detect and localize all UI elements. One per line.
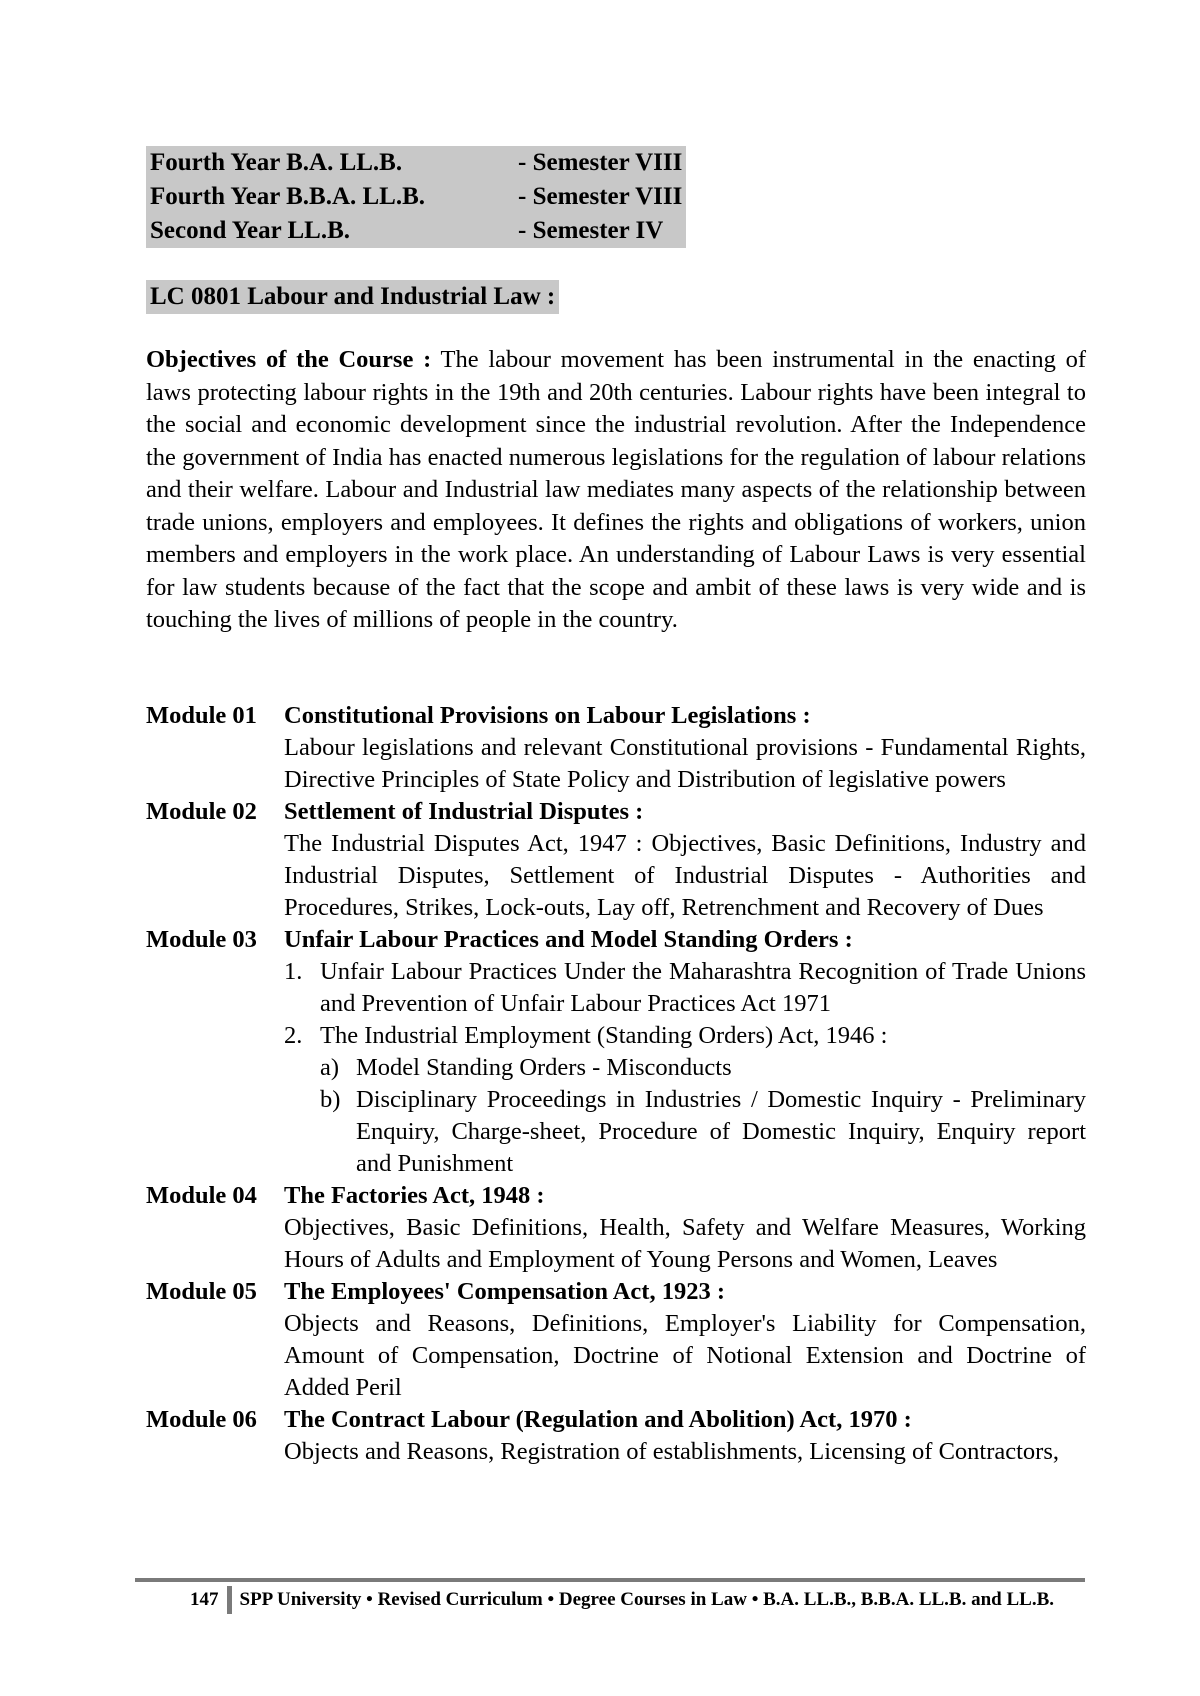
module-list <box>146 700 1086 1468</box>
item-number: 1. <box>284 958 303 985</box>
module-03 <box>146 924 1086 1180</box>
module-body <box>284 1276 1086 1404</box>
course-objectives <box>146 344 1086 637</box>
module-title: The Employees' Compensation Act, 1923 : <box>284 1278 725 1305</box>
module-text: Objectives, Basic Definitions, Health, Safety and Welfare Measures, Working Hours of Adults and Employment of Young Persons and Women, Leaves <box>284 1214 1086 1273</box>
module-text: Objects and Reasons, Registration of establishments, Licensing of Contractors, <box>284 1438 1060 1465</box>
module-01 <box>146 700 1086 796</box>
module-05 <box>146 1276 1086 1404</box>
sub-list-item <box>284 1084 1086 1180</box>
module-text: Objects and Reasons, Definitions, Employer's Liability for Compensation, Amount of Compensation, Doctrine of Notional Extension and Doctrine of Added Peril <box>284 1310 1086 1401</box>
sub-item-letter: a) <box>320 1054 340 1081</box>
item-text: The Industrial Employment (Standing Orders) Act, 1946 : <box>320 1022 888 1049</box>
list-item <box>284 1020 1086 1052</box>
item-number: 2. <box>284 1022 303 1049</box>
sub-item-text: Model Standing Orders - Misconducts <box>356 1054 732 1081</box>
module-body <box>284 796 1086 924</box>
module-label: Module 05 <box>146 1278 257 1305</box>
module-label: Module 03 <box>146 926 257 953</box>
module-title: Settlement of Industrial Disputes : <box>284 798 644 825</box>
list-item <box>284 956 1086 1020</box>
module-text: The Industrial Disputes Act, 1947 : Objectives, Basic Definitions, Industry and Industrial Disputes, Settlement of Industrial Disputes - Authorities and Procedures, Strikes, Lock-outs, Lay off, Retrenchment and Recovery of Dues <box>284 830 1086 921</box>
program-name: Second Year LL.B. <box>146 214 514 248</box>
sub-item-text: Disciplinary Proceedings in Industries / Domestic Inquiry - Preliminary Enquiry, Charge-sheet, Procedure of Domestic Inquiry, Enquiry report and Punishment <box>356 1086 1086 1177</box>
module-title: The Contract Labour (Regulation and Abolition) Act, 1970 : <box>284 1406 912 1433</box>
course-title: LC 0801 Labour and Industrial Law : <box>146 280 559 314</box>
item-text: Unfair Labour Practices Under the Maharashtra Recognition of Trade Unions and Prevention of Unfair Labour Practices Act 1971 <box>320 958 1086 1017</box>
program-semester-table <box>146 146 686 248</box>
module-04 <box>146 1180 1086 1276</box>
footer-divider <box>135 1578 1085 1582</box>
module-body <box>284 1180 1086 1276</box>
module-text: Labour legislations and relevant Constitutional provisions - Fundamental Rights, Directive Principles of State Policy and Distribution of legislative powers <box>284 734 1086 793</box>
module-title: Constitutional Provisions on Labour Legislations : <box>284 702 811 729</box>
footer-separator <box>227 1586 232 1614</box>
semester-label: - Semester VIII <box>514 146 686 180</box>
program-name: Fourth Year B.A. LL.B. <box>146 146 514 180</box>
objectives-text: The labour movement has been instrumental in the enacting of laws protecting labour rights in the 19th and 20th centuries. Labour rights have been integral to the social and economic development since the industrial revolution. After the Independence the government of India has enacted numerous legislations for the regulation of labour relations and their welfare. Labour and Industrial law mediates many aspects of the relationship between trade unions, employers and employees. It defines the rights and obligations of workers, union members and employers in the work place. An understanding of Labour Laws is very essential for law students because of the fact that the scope and ambit of these laws is very wide and is touching the lives of millions of people in the country. <box>146 346 1086 633</box>
module-label: Module 06 <box>146 1406 257 1433</box>
module-label: Module 02 <box>146 798 257 825</box>
module-body <box>284 1404 1086 1468</box>
program-row <box>146 214 686 248</box>
program-name: Fourth Year B.B.A. LL.B. <box>146 180 514 214</box>
program-row <box>146 146 686 180</box>
page-footer <box>190 1586 1054 1614</box>
module-label: Module 04 <box>146 1182 257 1209</box>
module-title: Unfair Labour Practices and Model Standing Orders : <box>284 926 853 953</box>
sub-item-letter: b) <box>320 1086 341 1113</box>
semester-label: - Semester IV <box>514 214 686 248</box>
module-body <box>284 700 1086 796</box>
objectives-label: Objectives of the Course : <box>146 346 432 373</box>
sub-list-item <box>284 1052 1086 1084</box>
page-number: 147 <box>190 1589 219 1610</box>
module-06 <box>146 1404 1086 1468</box>
module-title: The Factories Act, 1948 : <box>284 1182 545 1209</box>
semester-label: - Semester VIII <box>514 180 686 214</box>
footer-text: SPP University • Revised Curriculum • Degree Courses in Law • B.A. LL.B., B.B.A. LL.B. and LL.B. <box>239 1589 1054 1610</box>
program-row <box>146 180 686 214</box>
module-label: Module 01 <box>146 702 257 729</box>
module-body <box>284 924 1086 1180</box>
module-02 <box>146 796 1086 924</box>
